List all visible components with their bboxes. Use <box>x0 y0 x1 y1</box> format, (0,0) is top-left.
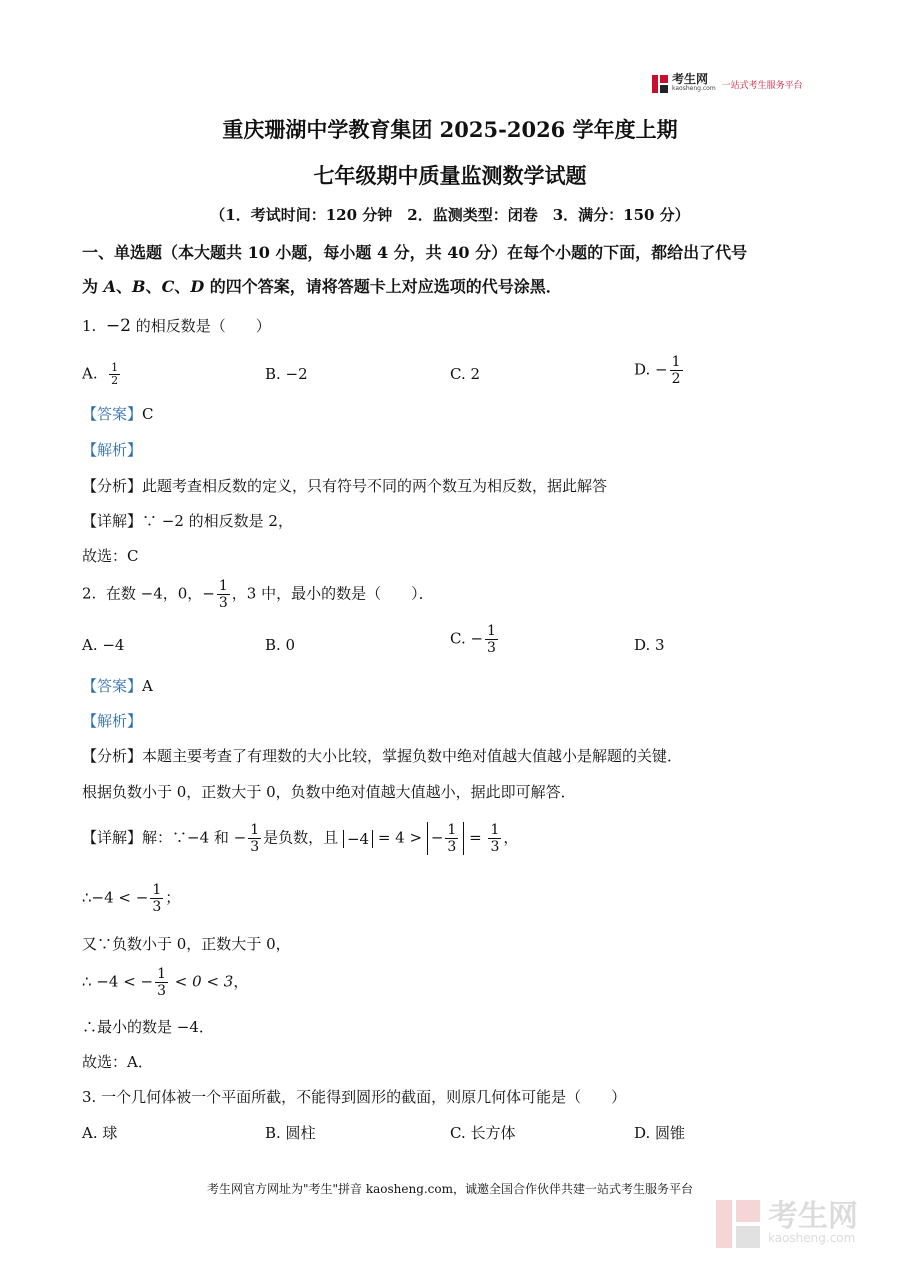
watermark-domain: kaosheng.com <box>768 1231 856 1245</box>
q2-stem: 2. 在数 −4，0，− $\frac{1}{3}$ ，3 中，最小的数是（ ）． <box>82 578 434 611</box>
q1-option-a: A. $\frac{1}{2}$ <box>82 361 119 387</box>
q1-choose: 故选：C <box>82 547 139 565</box>
exam-title-line1: 重庆珊湖中学教育集团 2025-2026 学年度上期 <box>222 117 678 142</box>
q1-analysis-tag: 【解析】 <box>82 441 143 459</box>
watermark-name: 考生网 <box>768 1199 858 1234</box>
q3-option-c: C. 长方体 <box>450 1124 516 1142</box>
q2-option-d: D. 3 <box>634 636 665 654</box>
q2-detail-line1: 【详解】解：∵−4 和 − $\frac{1}{3}$ 是负数，且 −4 = 4 > − $\frac{1}{3}$ = $\frac{1}{3}$ ， <box>82 822 519 855</box>
logo-domain: kaosheng.com <box>672 85 716 92</box>
section-header-line1: 一、单选题（本大题共 10 小题，每小题 4 分，共 40 分）在每个小题的下面，都给出了代号 <box>82 243 748 262</box>
q2-fenxi2: 根据负数小于 0，正数大于 0，负数中绝对值越大值越小，据此即可解答． <box>82 783 576 801</box>
exam-title-line2: 七年级期中质量监测数学试题 <box>313 163 587 188</box>
kaosheng-watermark-icon <box>716 1200 760 1248</box>
q2-detail-line2: ∴−4 < − $\frac{1}{3}$ ； <box>82 882 181 915</box>
q2-choose: 故选：A． <box>82 1053 153 1071</box>
q1-stem: 1. −2 的相反数是（ ） <box>82 316 271 336</box>
q2-answer: 【答案】A <box>82 677 153 695</box>
section-header-line2: 为 A、B、C、D 的四个答案，请将答题卡上对应选项的代号涂黑． <box>82 277 562 296</box>
logo-name: 考生网 <box>672 72 709 86</box>
watermark <box>716 1200 858 1248</box>
q1-option-d: D. − $\frac{1}{2}$ <box>634 354 681 387</box>
q1-answer: 【答案】C <box>82 405 154 423</box>
q1-detail: 【详解】∵ −2 的相反数是 2， <box>82 512 293 530</box>
logo-slogan: 一站式考生服务平台 <box>721 80 803 91</box>
exam-info: （1．考试时间：120 分钟 2．监测类型：闭卷 3．满分：150 分） <box>210 206 690 224</box>
q3-option-b: B. 圆柱 <box>265 1124 316 1142</box>
q2-option-a: A. −4 <box>82 636 125 654</box>
kaosheng-logo-icon <box>652 75 668 93</box>
q3-stem: 3. 一个几何体被一个平面所截，不能得到圆形的截面，则原几何体可能是（ ） <box>82 1088 627 1106</box>
q1-option-b: B. −2 <box>265 365 308 383</box>
q2-detail-line5: ∴最小的数是 −4． <box>82 1018 214 1036</box>
q1-option-c: C. 2 <box>450 365 481 383</box>
page-footer: 考生网官方网址为"考生"拼音 kaosheng.com，诚邀全国合作伙伴共建一站式考生服务平台 <box>206 1182 694 1196</box>
q2-analysis-tag: 【解析】 <box>82 712 143 730</box>
q2-option-c: C. − $\frac{1}{3}$ <box>450 623 496 656</box>
q3-option-a: A. 球 <box>82 1124 118 1142</box>
q2-detail-line4: ∴ −4 < − $\frac{1}{3}$ < 0 < 3， <box>82 966 249 999</box>
q2-detail-line3: 又∵负数小于 0，正数大于 0， <box>82 935 291 953</box>
q2-option-b: B. 0 <box>265 636 296 654</box>
q2-fenxi: 【分析】本题主要考查了有理数的大小比较，掌握负数中绝对值越大值越小是解题的关键． <box>82 747 683 765</box>
q1-fenxi: 【分析】此题考查相反数的定义，只有符号不同的两个数互为相反数，据此解答 <box>82 477 608 495</box>
q3-option-d: D. 圆锥 <box>634 1124 686 1142</box>
header-logo <box>652 72 803 96</box>
